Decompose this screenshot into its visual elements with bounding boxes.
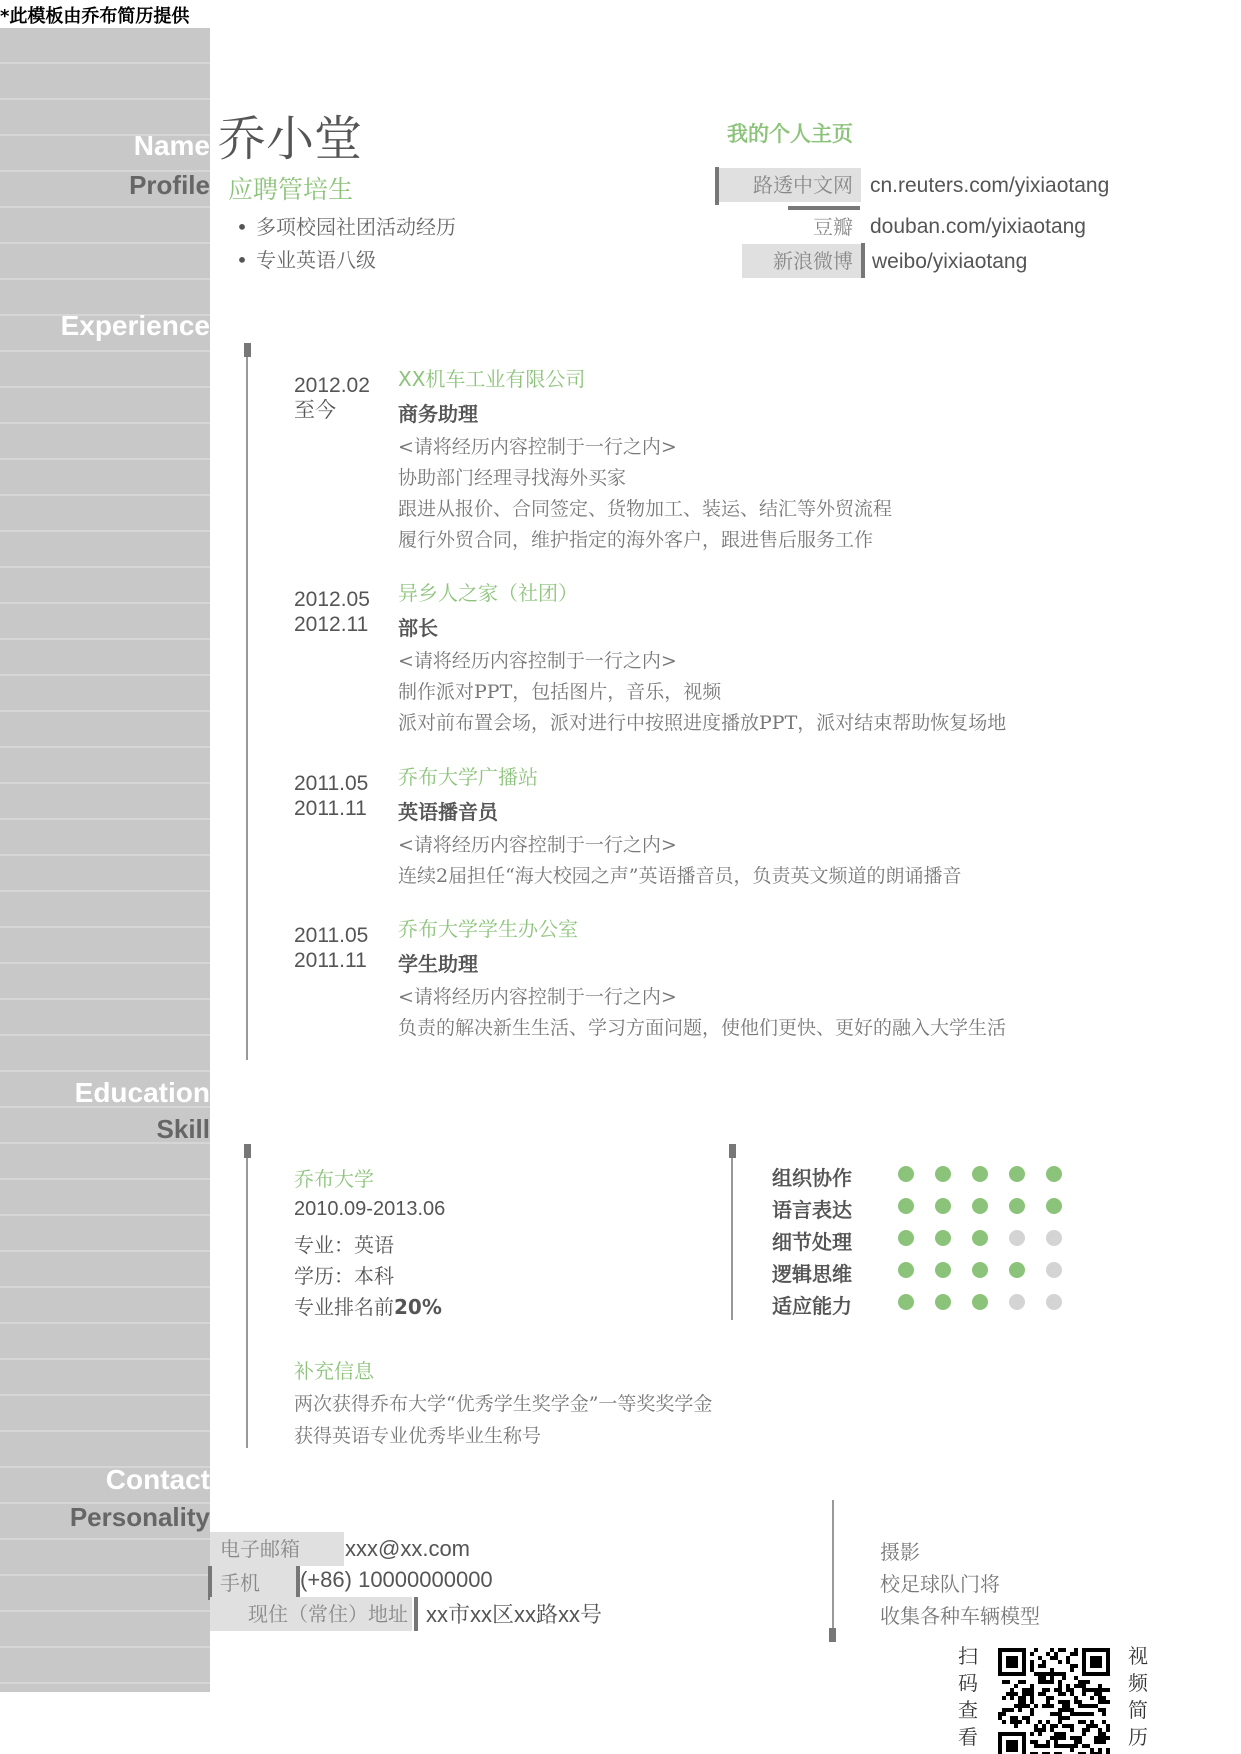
experience-detail-line: 派对前布置会场，派对进行中按照进度播放PPT，派对结束帮助恢复场地 xyxy=(398,712,1007,734)
skill-rating xyxy=(898,1198,1083,1218)
homepage-title: 我的个人主页 xyxy=(727,122,853,146)
rating-dot-empty xyxy=(1046,1262,1062,1278)
education-major: 专业：英语 xyxy=(294,1233,394,1257)
qr-caption-char: 码 xyxy=(958,1671,978,1695)
skill-rating xyxy=(898,1166,1083,1186)
candidate-name: 乔小堂 xyxy=(218,111,363,167)
skill-row xyxy=(772,1256,1083,1288)
experience-organization: 乔布大学广播站 xyxy=(398,765,538,789)
qr-code-graphic xyxy=(998,1648,1110,1754)
rating-dot-filled xyxy=(1046,1198,1062,1214)
sidebar-experience-heading: Experience xyxy=(60,310,210,341)
qr-right-caption xyxy=(1128,1643,1152,1751)
rating-dot-filled xyxy=(898,1198,914,1214)
skill-list xyxy=(772,1160,1083,1320)
rating-dot-empty xyxy=(1046,1294,1062,1310)
experience-detail-line: 连续2届担任“海大校园之声”英语播音员，负责英文频道的朗诵播音 xyxy=(398,865,962,887)
experience-role: 学生助理 xyxy=(398,952,478,976)
experience-role: 商务助理 xyxy=(398,402,478,426)
sidebar-contact-heading: Contact xyxy=(105,1464,210,1495)
rating-dot-empty xyxy=(1009,1294,1025,1310)
contact-address: xx市xx区xx路xx号 xyxy=(426,1602,603,1627)
link-weibo[interactable]: weibo/yixiaotang xyxy=(872,250,1028,273)
skill-name: 逻辑思维 xyxy=(772,1261,852,1286)
skill-name: 组织协作 xyxy=(772,1165,852,1190)
experience-detail-line: 制作派对PPT，包括图片，音乐，视频 xyxy=(398,681,722,703)
personality-item: 收集各种车辆模型 xyxy=(880,1604,1040,1628)
skill-rating xyxy=(898,1262,1083,1282)
extra-info-line: 两次获得乔布大学“优秀学生奖学金”一等奖奖学金 xyxy=(294,1393,713,1415)
skill-rating xyxy=(898,1230,1083,1250)
rating-dot-filled xyxy=(972,1230,988,1246)
rating-dot-filled xyxy=(1009,1262,1025,1278)
rating-dot-filled xyxy=(898,1294,914,1310)
sidebar-skill-heading: Skill xyxy=(156,1114,210,1144)
timeline-cap xyxy=(244,1144,251,1158)
experience-dates xyxy=(294,373,370,423)
template-source-note: *此模板由乔布简历提供 xyxy=(0,6,190,27)
timeline-cap xyxy=(829,1628,836,1642)
school-name: 乔布大学 xyxy=(294,1167,374,1191)
link-douban[interactable]: douban.com/yixiaotang xyxy=(870,215,1086,238)
experience-detail-line: 跟进从报价、合同签定、货物加工、装运、结汇等外贸流程 xyxy=(398,498,893,520)
experience-start-date: 2011.05 xyxy=(294,924,369,947)
rating-dot-empty xyxy=(1009,1230,1025,1246)
profile-bullet: • 专业英语八级 xyxy=(228,244,456,277)
rating-dot-filled xyxy=(898,1262,914,1278)
skill-row xyxy=(772,1224,1083,1256)
experience-detail-line: 负责的解决新生生活、学习方面问题，使他们更快、更好的融入大学生活 xyxy=(398,1017,1007,1039)
profile-bullets xyxy=(228,211,456,277)
experience-end-date: 2012.11 xyxy=(294,613,369,636)
rating-dot-empty xyxy=(1046,1230,1062,1246)
skill-name: 适应能力 xyxy=(772,1293,852,1318)
qr-caption-char: 视 xyxy=(1128,1644,1148,1668)
rating-dot-filled xyxy=(972,1294,988,1310)
rating-dot-filled xyxy=(1046,1166,1062,1182)
rating-dot-filled xyxy=(935,1294,951,1310)
experience-start-date: 2012.05 xyxy=(294,588,370,611)
experience-end-date: 2011.11 xyxy=(294,949,367,972)
sidebar-personality-heading: Personality xyxy=(69,1502,210,1532)
rating-dot-filled xyxy=(935,1262,951,1278)
experience-detail-line: <请将经历内容控制于一行之内> xyxy=(398,650,677,672)
experience-timeline xyxy=(246,357,248,1060)
rating-dot-filled xyxy=(935,1198,951,1214)
qr-caption-char: 看 xyxy=(958,1725,978,1749)
qr-caption-char: 频 xyxy=(1128,1671,1148,1695)
profile-bullet: • 多项校园社团活动经历 xyxy=(228,211,456,244)
experience-detail-line: <请将经历内容控制于一行之内> xyxy=(398,436,677,458)
skill-divider xyxy=(731,1158,733,1320)
rank-value: 20% xyxy=(394,1295,442,1319)
qr-caption-char: 扫 xyxy=(958,1644,978,1668)
rating-dot-filled xyxy=(1009,1198,1025,1214)
contact-label-address: 现住（常住）地址 xyxy=(210,1597,412,1631)
skill-name: 细节处理 xyxy=(772,1229,852,1254)
experience-organization: 异乡人之家（社团） xyxy=(398,581,578,605)
link-reuters[interactable]: cn.reuters.com/yixiaotang xyxy=(870,174,1110,197)
sidebar xyxy=(0,28,210,1692)
experience-end-date: 2011.11 xyxy=(294,797,367,820)
experience-detail-line: 协助部门经理寻找海外买家 xyxy=(398,467,627,489)
qr-caption-char: 查 xyxy=(958,1698,978,1722)
experience-start-date: 2012.02 xyxy=(294,374,370,397)
education-period: 2010.09-2013.06 xyxy=(294,1198,446,1220)
skill-name: 语言表达 xyxy=(772,1197,852,1222)
experience-detail-line: 履行外贸合同，维护指定的海外客户，跟进售后服务工作 xyxy=(398,529,874,551)
rating-dot-filled xyxy=(972,1262,988,1278)
contact-email[interactable]: xxx@xx.com xyxy=(345,1536,471,1561)
education-timeline xyxy=(246,1158,248,1448)
sidebar-name-heading: Name xyxy=(133,130,210,161)
link-label-weibo: 新浪微博 xyxy=(742,244,861,278)
skill-row xyxy=(772,1288,1083,1320)
experience-role: 英语播音员 xyxy=(398,800,498,824)
experience-role: 部长 xyxy=(398,616,438,640)
rank-prefix: 专业排名前 xyxy=(294,1295,394,1319)
extra-info-line: 获得英语专业优秀毕业生称号 xyxy=(294,1425,542,1447)
experience-organization: XX机车工业有限公司 xyxy=(398,367,586,391)
target-position: 应聘管培生 xyxy=(228,175,354,204)
personality-item: 校足球队门将 xyxy=(880,1572,1000,1596)
skill-row xyxy=(772,1160,1083,1192)
contact-phone[interactable]: (+86) 10000000000 xyxy=(300,1567,493,1592)
personality-item: 摄影 xyxy=(880,1540,920,1564)
education-rank xyxy=(294,1291,442,1320)
rating-dot-filled xyxy=(898,1166,914,1182)
contact-label-phone: 手机 xyxy=(212,1566,296,1600)
sidebar-profile-heading: Profile xyxy=(129,170,210,200)
rating-dot-filled xyxy=(898,1230,914,1246)
timeline-cap xyxy=(729,1144,736,1158)
timeline-cap xyxy=(244,343,251,357)
qr-caption-char: 历 xyxy=(1128,1725,1148,1749)
qr-code[interactable] xyxy=(998,1648,1110,1754)
contact-label-email: 电子邮箱 xyxy=(210,1532,344,1566)
experience-dates xyxy=(294,587,370,637)
rating-dot-filled xyxy=(935,1230,951,1246)
link-label-douban: 豆瓣 xyxy=(813,215,853,239)
contact-divider xyxy=(414,1597,418,1631)
personality-divider xyxy=(832,1500,834,1628)
extra-info-title: 补充信息 xyxy=(294,1359,374,1383)
link-label-reuters: 路透中文网 xyxy=(719,168,861,202)
rating-dot-filled xyxy=(1009,1166,1025,1182)
experience-end-date: 至今 xyxy=(294,399,336,422)
experience-dates xyxy=(294,923,368,973)
experience-detail-line: <请将经历内容控制于一行之内> xyxy=(398,986,677,1008)
skill-row xyxy=(772,1192,1083,1224)
experience-dates xyxy=(294,771,368,821)
qr-caption-char: 简 xyxy=(1128,1698,1148,1722)
rating-dot-filled xyxy=(972,1166,988,1182)
experience-start-date: 2011.05 xyxy=(294,772,369,795)
education-degree: 学历：本科 xyxy=(294,1264,394,1288)
skill-rating xyxy=(898,1294,1083,1314)
rating-dot-filled xyxy=(972,1198,988,1214)
sidebar-education-heading: Education xyxy=(74,1077,210,1108)
experience-organization: 乔布大学学生办公室 xyxy=(398,917,578,941)
qr-left-caption xyxy=(958,1643,982,1751)
rating-dot-filled xyxy=(935,1166,951,1182)
link-divider xyxy=(861,243,865,278)
experience-detail-line: <请将经历内容控制于一行之内> xyxy=(398,834,677,856)
